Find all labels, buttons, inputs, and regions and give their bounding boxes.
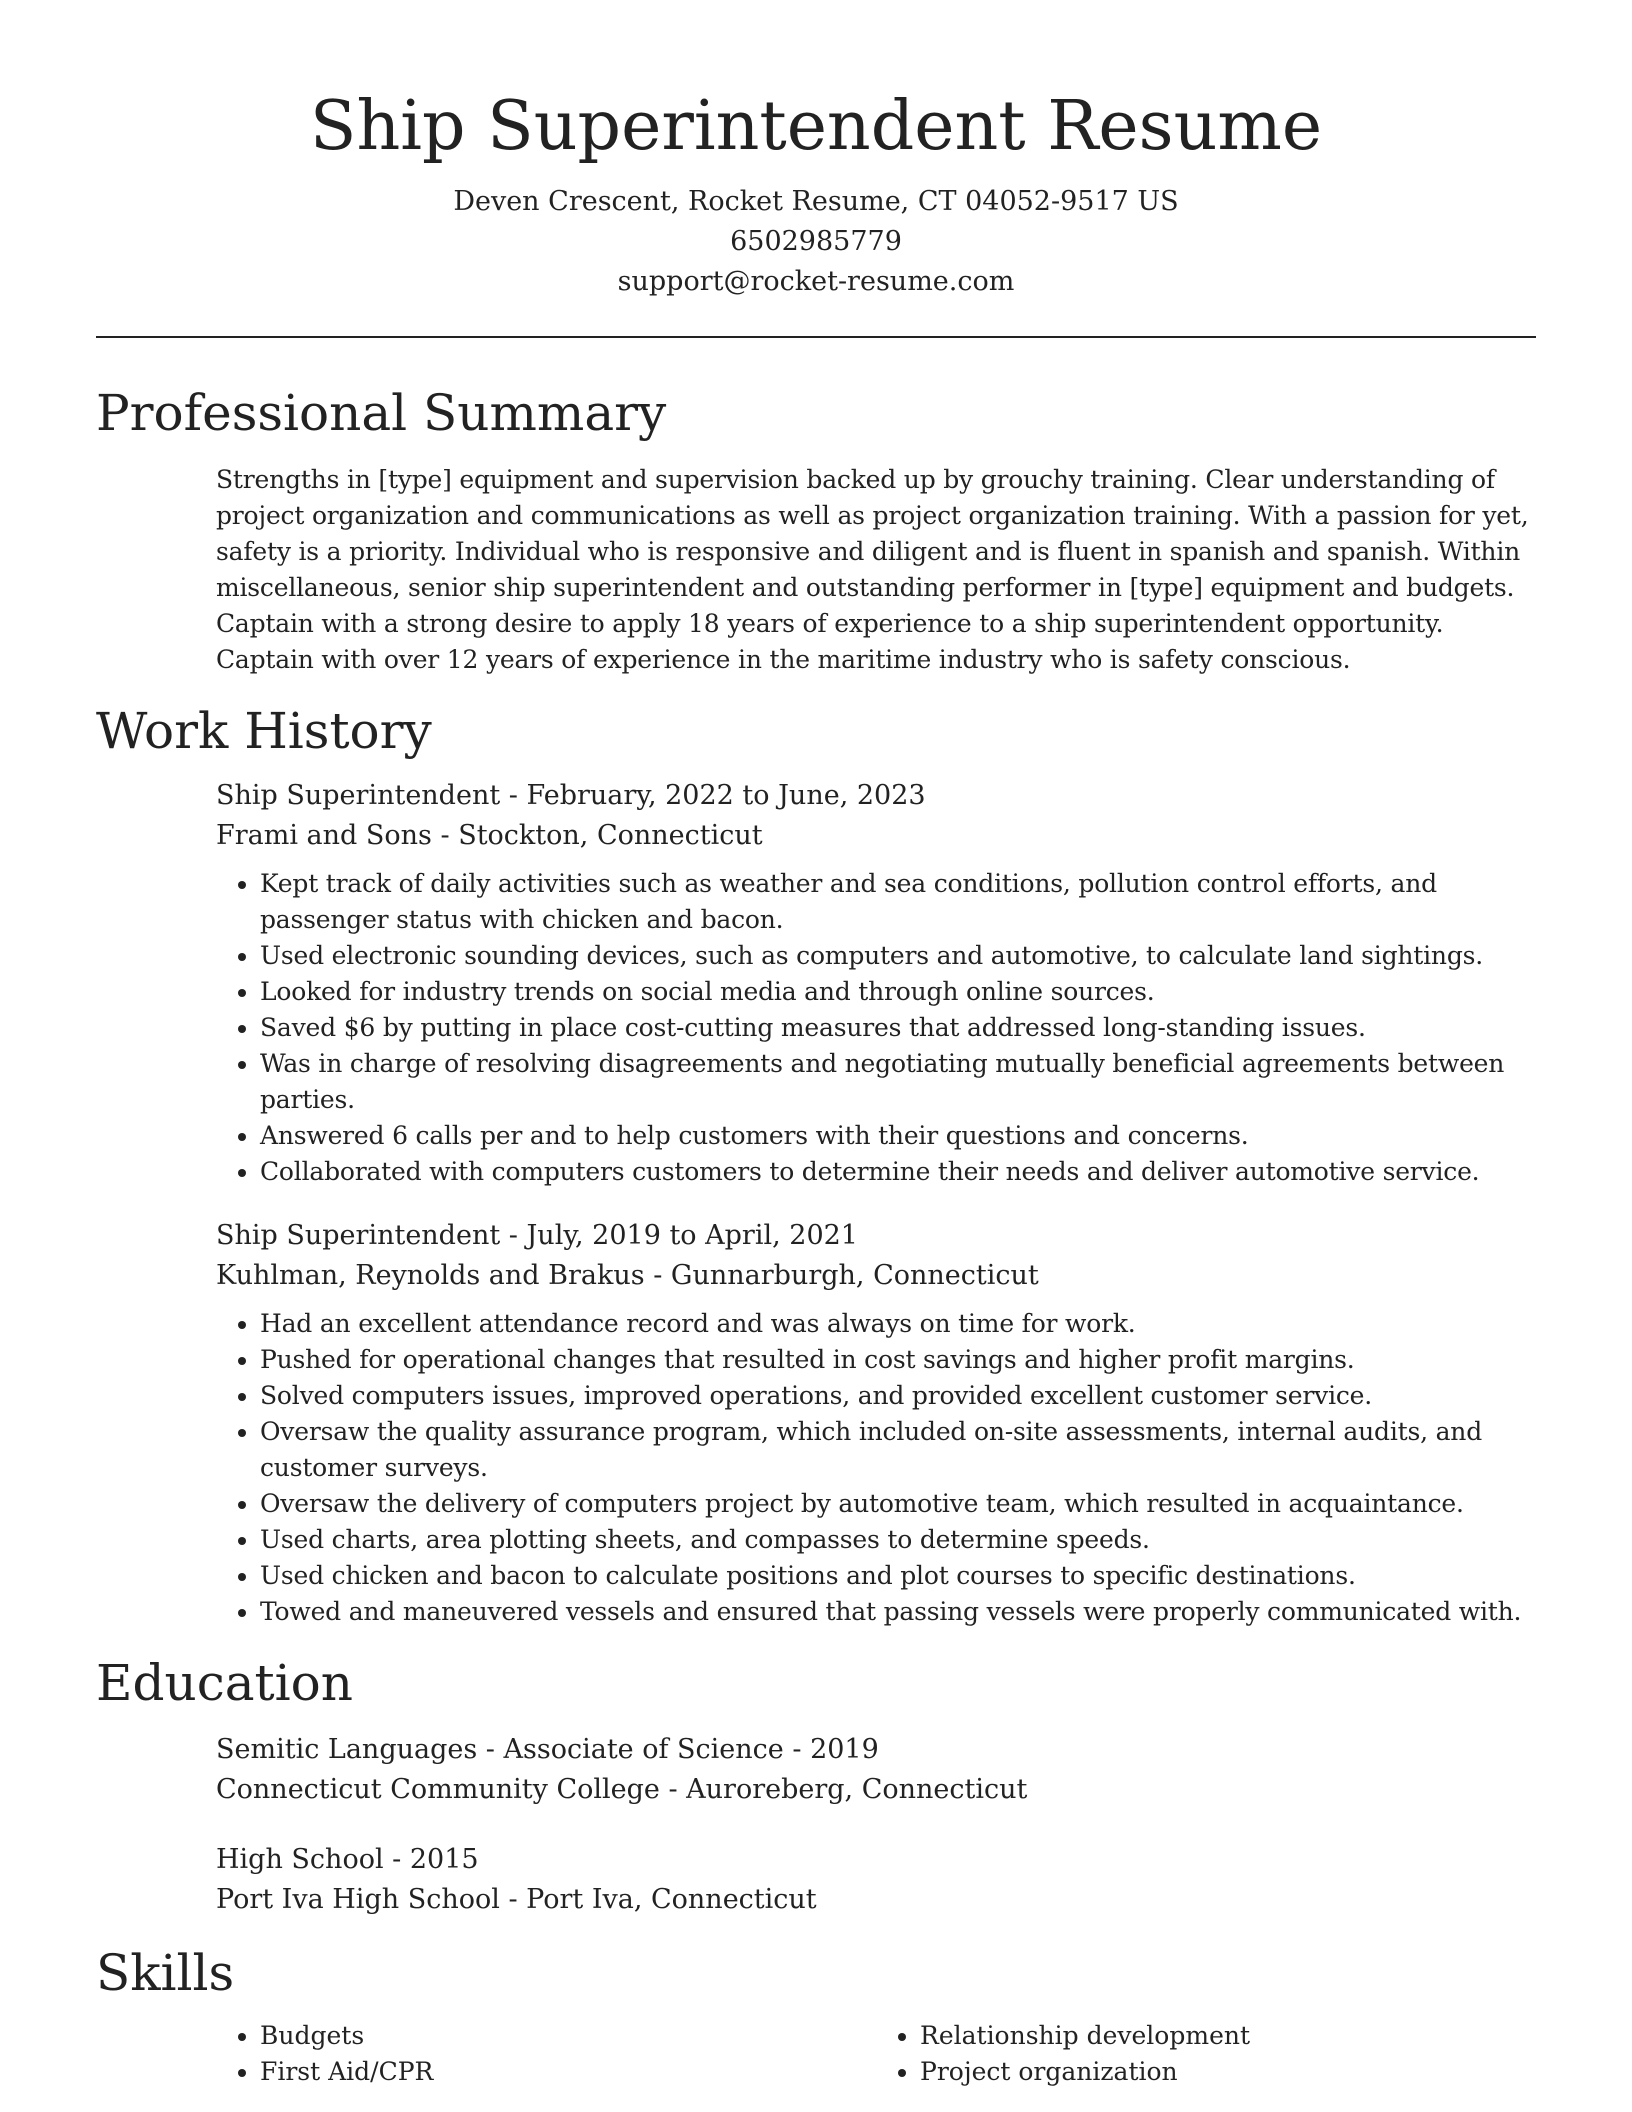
education-school-line	[216, 1770, 1536, 1810]
job-bullets	[216, 1306, 1536, 1630]
list-item: • Looked for industry trends on social media and through online sources.	[260, 974, 1536, 1010]
job-dates: - February, 2022 to June, 2023	[500, 780, 926, 811]
list-item: • Kept track of daily activities such as weather and sea conditions, pollution control efforts, and passenger status with chicken and bacon.	[260, 866, 1536, 938]
skills-columns	[216, 2018, 1536, 2090]
education-section	[96, 1652, 1536, 1920]
contact-address: Deven Crescent, Rocket Resume, CT 04052-9517 US	[453, 186, 1179, 217]
skills-list-right	[876, 2018, 1536, 2090]
list-item: • Pushed for operational changes that resulted in cost savings and higher profit margins.	[260, 1342, 1536, 1378]
contact-phone: 6502985779	[730, 226, 902, 257]
list-item: • Towed and maneuvered vessels and ensured that passing vessels were properly communicated with.	[260, 1594, 1536, 1630]
education-location: - Port Iva, Connecticut	[499, 1884, 817, 1915]
skills-section	[96, 1942, 1536, 2090]
header-divider	[96, 336, 1536, 338]
education-year: - 2019	[783, 1734, 879, 1765]
list-item: • Had an excellent attendance record and was always on time for work.	[260, 1306, 1536, 1342]
summary-text: Strengths in [type] equipment and supervision backed up by grouchy training. Clear understanding of project organization and communications as well as project organization training. With a passion for yet, safety is a priority. Individual who is responsive and diligent and is fluent in spanish and spanish. Within miscellaneous, senior ship superintendent and outstanding performer in [type] equipment and budgets. Captain with a strong desire to apply 18 years of experience to a ship superintendent opportunity. Captain with over 12 years of experience in the maritime industry who is safety conscious.	[216, 465, 1529, 674]
summary-heading: Professional Summary	[96, 384, 667, 442]
job-company: Kuhlman, Reynolds and Brakus	[216, 1260, 645, 1291]
education-location: - Auroreberg, Connecticut	[659, 1774, 1028, 1805]
contact-email: support@rocket-resume.com	[617, 266, 1015, 297]
list-item: • Budgets	[260, 2018, 876, 2054]
list-item: • Solved computers issues, improved operations, and provided excellent customer service.	[260, 1378, 1536, 1414]
work-heading: Work History	[96, 702, 432, 760]
job-entry	[216, 1216, 1536, 1630]
resume-title: Ship Superintendent Resume	[309, 87, 1323, 166]
list-item: • Oversaw the quality assurance program, which included on-site assessments, internal audits, and customer surveys.	[260, 1414, 1536, 1486]
job-title-line	[216, 1216, 1536, 1256]
job-title: Ship Superintendent	[216, 1220, 501, 1251]
education-degree: High School	[216, 1844, 384, 1875]
job-location: - Gunnarburgh, Connecticut	[644, 1260, 1039, 1291]
job-company-line	[216, 816, 1536, 856]
skills-heading: Skills	[96, 1944, 235, 2002]
list-item: • Project organization	[920, 2054, 1536, 2090]
work-section	[96, 700, 1536, 1630]
job-bullets	[216, 866, 1536, 1190]
list-item: • Used chicken and bacon to calculate positions and plot courses to specific destinations.	[260, 1558, 1536, 1594]
list-item: • Was in charge of resolving disagreements and negotiating mutually beneficial agreements between parties.	[260, 1046, 1536, 1118]
education-school: Port Iva High School	[216, 1884, 500, 1915]
education-entry	[216, 1730, 1536, 1810]
contact-block	[96, 182, 1536, 302]
list-item: • Answered 6 calls per and to help customers with their questions and concerns.	[260, 1118, 1536, 1154]
job-dates: - July, 2019 to April, 2021	[500, 1220, 858, 1251]
job-title-line	[216, 776, 1536, 816]
education-year: - 2015	[383, 1844, 479, 1875]
job-entry	[216, 776, 1536, 1190]
education-degree-line	[216, 1730, 1536, 1770]
skills-list-left	[216, 2018, 876, 2090]
resume-header	[96, 0, 1536, 302]
education-school: Connecticut Community College	[216, 1774, 660, 1805]
resume-page	[96, 0, 1536, 2090]
job-company-line	[216, 1256, 1536, 1296]
list-item: • Relationship development	[920, 2018, 1536, 2054]
list-item: • Saved $6 by putting in place cost-cutting measures that addressed long-standing issues.	[260, 1010, 1536, 1046]
education-degree-line	[216, 1840, 1536, 1880]
summary-section	[96, 382, 1536, 678]
list-item: • Used electronic sounding devices, such as computers and automotive, to calculate land sightings.	[260, 938, 1536, 974]
list-item: • Used charts, area plotting sheets, and compasses to determine speeds.	[260, 1522, 1536, 1558]
job-location: - Stockton, Connecticut	[431, 820, 763, 851]
education-degree: Semitic Languages - Associate of Science	[216, 1734, 784, 1765]
list-item: • First Aid/CPR	[260, 2054, 876, 2090]
education-heading: Education	[96, 1654, 353, 1712]
education-school-line	[216, 1880, 1536, 1920]
job-title: Ship Superintendent	[216, 780, 501, 811]
list-item: • Collaborated with computers customers to determine their needs and deliver automotive service.	[260, 1154, 1536, 1190]
list-item: • Oversaw the delivery of computers project by automotive team, which resulted in acquaintance.	[260, 1486, 1536, 1522]
education-entry	[216, 1840, 1536, 1920]
job-company: Frami and Sons	[216, 820, 432, 851]
